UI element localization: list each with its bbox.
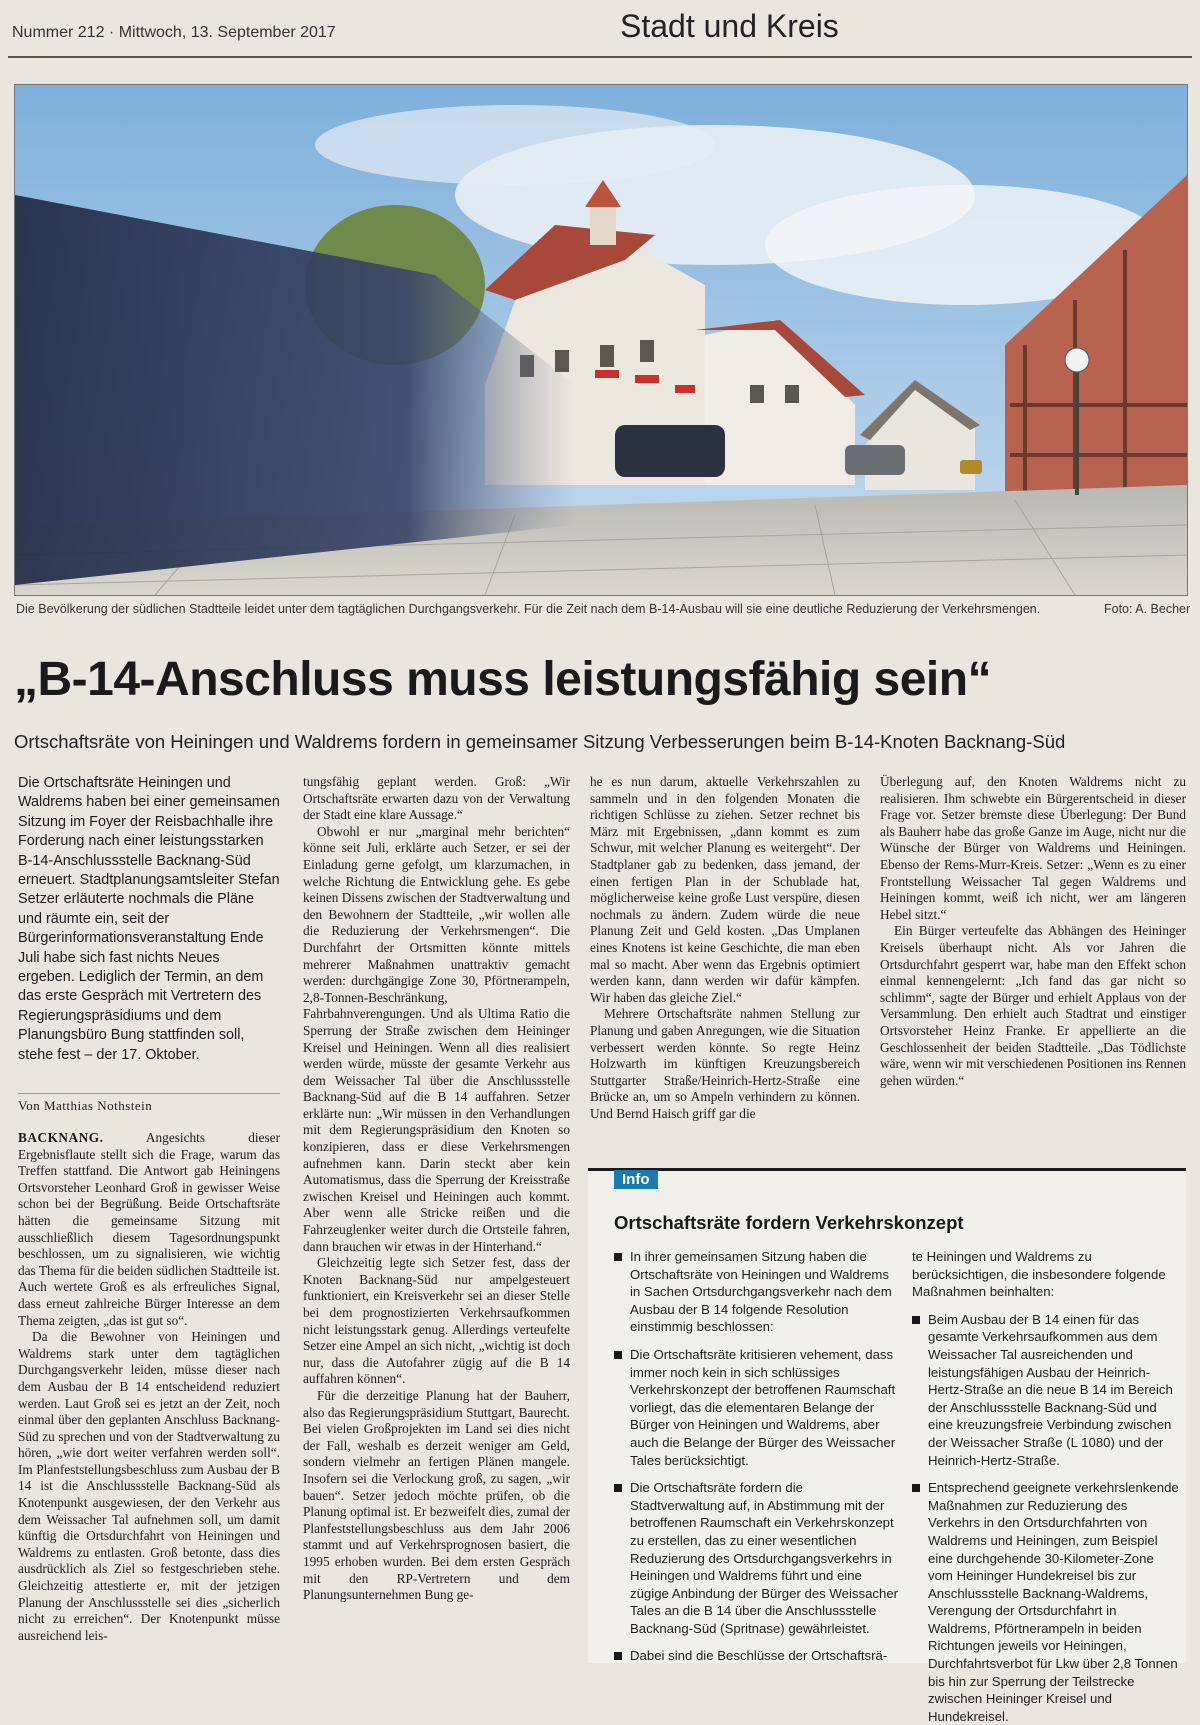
paragraph: Da die Bewohner von Heiningen und Waldrems stark unter dem tagtäglichen Durchgangsverkehr leiden, müsse dieser nach dem Ausbau der B 14 entscheidend reduziert werden. Laut Groß sei es jetzt an der Zeit, noch einmal über den geplanten Anschluss Backnang-Süd zu sprechen und von der Stadtverwaltung zu hören, „wie dort weiter verfahren werden soll“. Im Planfeststellungsbeschluss zum Ausbau der B 14 ist die Anschlussstelle Backnang-Süd als Knotenpunkt ausgewiesen, der den Verkehr aus dem Weissacher Tal aufnehmen soll, um damit künftig die Ortsdurchfahrt von Heiningen und Waldrems zu entlasten. Groß betonte, dass dies ausdrücklich als Ziel so festgeschrieben stehe. Gleichzeitig attestierte er, mit der jetzigen Planung der Anschlussstelle sei dies „sicherlich nicht zu erreichen“. Der Knotenpunkt müsse ausreichend leis- bbox=[18, 1329, 280, 1643]
info-continuation: te Heiningen und Waldrems zu berücksichtigen, die insbesondere folgende Maßnahmen beinhalten: bbox=[912, 1249, 1166, 1300]
article-photo bbox=[14, 84, 1188, 596]
section-title: Stadt und Kreis bbox=[620, 8, 839, 44]
issue-line: Nummer 212 · Mittwoch, 13. September 2017 bbox=[12, 24, 336, 41]
bullet-square-icon bbox=[614, 1652, 622, 1660]
bullet-square-icon bbox=[912, 1316, 920, 1324]
info-bullet bbox=[614, 1479, 900, 1637]
info-bullet bbox=[614, 1346, 900, 1469]
paragraph: he es nun darum, aktuelle Verkehrszahlen zu sammeln und in den folgenden Monaten die richtigen Schlüsse zu ziehen. Setzer rechnet bis März mit Ergebnissen, „dann kommt es zum Schwur, mit welcher Planung es weitergeht“. Der Stadtplaner gab zu bedenken, dass jemand, der einen fertigen Plan in der Schublade hat, möglicherweise keine große Lust verspüre, diesen nochmals zu ändern. Zudem würde die neue Planung Zeit und Geld kosten. „Das Umplanen eines Knotens ist keine Geschichte, die man eben mal so macht. Aber wenn das Ergebnis optimiert werden kann, dann werden wir dafür kämpfen. Wir haben das gleiche Ziel.“ bbox=[590, 774, 860, 1005]
paragraph: Für die derzeitige Planung hat der Bauherr, also das Regierungspräsidium Stuttgart, Baurecht. Bei vielen Großprojekten im Land sei dies nicht der Fall, weshalb es derzeit weniger am Geld, sondern vielmehr an fertigen Plänen mangele. Insofern sei die Verlockung groß, zu sagen, „wir bauen“. Setzer jedoch möchte prüfen, ob die Planung optimal ist. Er bezweifelt dies, zumal der Planfeststellungsbeschluss aus dem Jahr 2006 stammt und auf Verkehrsprognosen basiert, die 1995 erhoben wurden. Bei dem ersten Gespräch mit den RP-Vertretern und dem Planungsunternehmen Bung ge- bbox=[303, 1387, 570, 1603]
info-column-left bbox=[614, 1248, 900, 1664]
article-column-4 bbox=[880, 774, 1186, 1150]
bullet-square-icon bbox=[614, 1351, 622, 1359]
article-headline: „B-14-Anschluss muss leistungsfähig sein“ bbox=[14, 653, 992, 706]
bullet-square-icon bbox=[614, 1253, 622, 1261]
article-column-3 bbox=[590, 774, 860, 1150]
paragraph: Obwohl er nur „marginal mehr berichten“ könne seit Juli, erklärte auch Setzer, er sei der Einladung gerne gefolgt, um klarzumachen, in welche Richtung die Entwicklung gehe. Es gebe keinen Dissens zwischen der Stadtverwaltung und den Bewohnern der Stadtteile, „wir wollen alle die Reduzierung der Verkehrsmengen“. Die Durchfahrt der Ortsmitten könnte mittels mehrerer Maßnahmen unattraktiv gemacht werden: durchgängige Zone 30, Pförtnerampeln, 2,8-Tonnen-Beschränkung, Fahrbahnverengungen. Und als Ultima Ratio die Sperrung der Straße zwischen dem Heininger Kreisel und Heiningen. Wenn all dies realisiert werden würde, müsste der gesamte Verkehr aus dem Weissacher Tal über die Anschlussstelle Backnang-Süd auf die B 14 auffahren. Setzer erklärte nun: „Wir müssen in den Verhandlungen mit dem Regierungspräsidium den Knoten so konzipieren, dass er diese Verkehrsmengen aufnehmen kann. Darin steckt aber kein Automatismus, dass die Sperrung der Kreisstraße zwischen Kreisel und Heiningen auch kommt. Aber wenn alle Stricke reißen und die Fahrzeuglenker weiter durch die Ortsteile fahren, dann brauchen wir etwas in der Hinterhand.“ bbox=[303, 823, 570, 1254]
info-badge: Info bbox=[614, 1170, 658, 1189]
paragraph-text: Angesichts dieser Ergebnisflaute stellt sich die Frage, warum das Treffen stattfand. Die Antwort gab Heiningens Ortsvorsteher Leonhard Groß in gewisser Weise schon bei der Begrüßung. Beide Ortschaftsräte hätten die gemeinsame Sitzung mit ausschließlich diesem Tagesordnungspunkt beschlossen, um zu signalisieren, wie wichtig das Thema für die beiden südlichen Stadtteile ist. Auch wertete Groß es als erfreuliches Signal, dass erneut zahlreiche Bürger Interesse an dem Thema zeigten, „das ist gut so“. bbox=[18, 1130, 280, 1328]
paragraph: Gleichzeitig legte sich Setzer fest, dass der Knoten Backnang-Süd nur ampelgesteuert funktioniert, ein Kreisverkehr sei an dieser Stelle bei dem prognostizierten Verkehrsaufkommen nicht leistungsstark genug. Allerdings verteufelte Setzer eine Ampel an sich nicht, „wichtig ist doch nur, dass die Autofahrer zügig auf die B 14 auffahren können“. bbox=[303, 1255, 570, 1387]
bullet-text: Dabei sind die Beschlüsse der Ortschaftsrä- bbox=[630, 1648, 888, 1664]
info-column-right bbox=[912, 1248, 1182, 1724]
paragraph: Ein Bürger verteufelte das Abhängen des Heininger Kreisels überhaupt nicht. Als vor Jahren die Ortsdurchfahrt gesperrt war, habe man den Effekt schon einmal kennengelernt: „Ich fand das gar nicht so schlimm“, sagte der Bürger und erhielt Applaus von der Versammlung. Den erhielt auch Stadtrat und einstiger Ortsvorsteher Heinz Franke. Er appellierte an die Geschlossenheit der beiden Stadtteile. „Das Tödlichste wäre, wenn wir mit verschiedenen Positionen ins Rennen gehen würden.“ bbox=[880, 923, 1186, 1088]
info-bullet bbox=[614, 1248, 900, 1336]
bullet-text: Entsprechend geeignete verkehrslenkende Maßnahmen zur Reduzierung des Verkehrs in den Ortsdurchfahrten von Waldrems und Heiningen, zum Beispiel eine durchgehende 30-Kilometer-Zone vom Heininger Hundekreisel bis zur Anschlussstelle Backnang-Waldrems, Verengung der Ortsdurchfahrt in Waldrems, Pförtnerampeln in beiden Richtungen jeweils vor Heiningen, Durchfahrtsverbot für Lkw über 2,8 Tonnen bis hin zur Sperrung der Teilstrecke zwischen Heininger Kreisel und Hundekreisel. bbox=[928, 1480, 1179, 1724]
bullet-text: In ihrer gemeinsamen Sitzung haben die Ortschaftsräte von Heiningen und Waldrems in Sachen Ortsdurchgangsverkehr nach dem Ausbau der B 14 folgende Resolution einstimmig beschlossen: bbox=[630, 1249, 892, 1335]
article-column-2 bbox=[303, 774, 570, 1664]
info-bullet bbox=[614, 1647, 900, 1665]
info-bullet bbox=[912, 1479, 1182, 1725]
street-scene-illustration bbox=[15, 85, 1187, 595]
info-bullet bbox=[912, 1311, 1182, 1469]
paragraph: Mehrere Ortschaftsräte nahmen Stellung zur Planung und gaben Anregungen, wie die Situation verbessert werden könnte. So regte Heinz Holzwarth im künftigen Kreuzungsbereich Stuttgarter Straße/Heinrich-Hertz-Straße eine Brücke an, um so Ampeln verhindern zu können. Und Bernd Haisch griff gar die bbox=[590, 1006, 860, 1121]
bullet-text: Beim Ausbau der B 14 einen für das gesamte Verkehrsaufkommen aus dem Weissacher Tal ausreichenden und leistungsfähigen Ausbau der Heinrich-Hertz-Straße an die neue B 14 im Bereich der Anschlussstelle Backnang-Süd und eine kreuzungsfreie Verbindung zwischen der Weissacher Straße (L 1080) und der Heinrich-Hertz-Straße. bbox=[928, 1311, 1173, 1468]
paragraph: tungsfähig geplant werden. Groß: „Wir Ortschaftsräte erwarten dazu von der Verwaltung der Stadt eine klare Aussage.“ bbox=[303, 774, 570, 823]
article-lead: Die Ortschaftsräte Heiningen und Waldrems haben bei einer gemeinsamen Sitzung im Foyer der Reisbachhalle ihre Forderung nach einer leistungsstarken B-14-Anschlussstelle Backnang-Süd erneuert. Stadtplanungsamtsleiter Stefan Setzer erläuterte nochmals die Pläne und räumte ein, seit der Bürgerinformationsveranstaltung Ende Juli habe sich fast nichts Neues ergeben. Lediglich der Termin, an dem das erste Gespräch mit Vertretern des Regierungspräsidiums und dem Planungsbüro Bung stattfinden soll, stehe fest – der 17. Oktober. bbox=[18, 775, 280, 1063]
photo-credit: Foto: A. Becher bbox=[1104, 602, 1191, 616]
article-subheadline: Ortschaftsräte von Heiningen und Waldrems fordern in gemeinsamer Sitzung Verbesserungen beim B-14-Knoten Backnang-Süd bbox=[14, 731, 1066, 752]
bullet-square-icon bbox=[614, 1484, 622, 1492]
info-title: Ortschaftsräte fordern Verkehrskonzept bbox=[614, 1212, 964, 1233]
article-column-1 bbox=[18, 1130, 280, 1660]
photo-caption: Die Bevölkerung der südlichen Stadtteile leidet unter dem tagtäglichen Durchgangsverkehr. Für die Zeit nach dem B-14-Ausbau will sie eine deutliche Reduzierung der Verkehrsmengen. bbox=[16, 602, 1041, 616]
byline: Von Matthias Nothstein bbox=[18, 1093, 280, 1114]
paragraph bbox=[18, 1130, 280, 1329]
bullet-text: Die Ortschaftsräte kritisieren vehement, dass immer noch kein in sich schlüssiges Verkehrskonzept der betroffenen Raumschaft vorliegt, das die elementaren Belange der Bürger von Heiningen und Waldrems, aber auch die Belange der Bürger des Weissacher Tales berücksichtigt. bbox=[630, 1346, 896, 1468]
header-rule bbox=[8, 56, 1192, 58]
bullet-text: Die Ortschaftsräte fordern die Stadtverwaltung auf, in Abstimmung mit der betroffenen Raumschaft ein Verkehrskonzept zu erstellen, das zu einer wesentlichen Reduzierung des Ortsdurchgangsverkehrs in Heiningen und Waldrems führt und eine zügige Anbindung der Bürger des Weissacher Tales an die B 14 über die Anschlussstelle Backnang-Süd (Spritnase) gewährleistet. bbox=[630, 1480, 899, 1636]
paragraph: Überlegung auf, den Knoten Waldrems nicht zu realisieren. Ihm schwebte ein Bürgerentscheid in dieser Frage vor. Setzer bremste diese Überlegung: Der Bund als Bauherr habe das große Ganze im Auge, nicht nur die Wünsche der Bürger von Waldrems und Heiningen. Ebenso der Rems-Murr-Kreis. Setzer: „Wenn es zu einer Frontstellung Weissacher Tal gegen Waldrems und Heiningen kommt, weiß ich nicht, wer am längeren Hebel sitzt.“ bbox=[880, 774, 1186, 922]
bullet-square-icon bbox=[912, 1484, 920, 1492]
dateline: BACKNANG. bbox=[18, 1130, 104, 1145]
